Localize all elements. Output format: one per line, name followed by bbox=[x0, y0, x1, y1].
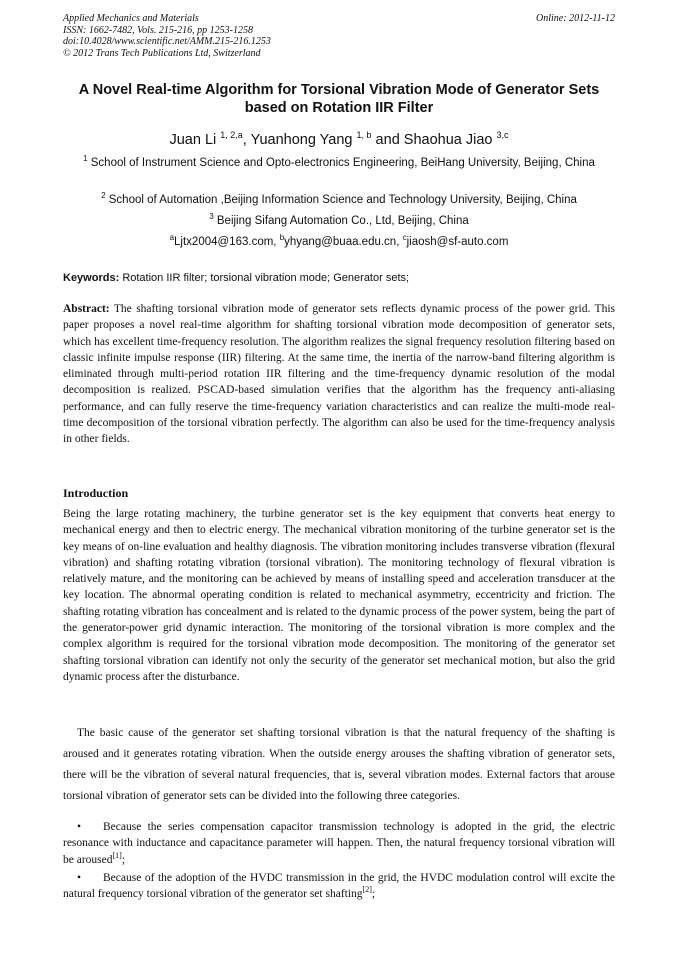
introduction-paragraph-2: The basic cause of the generator set shafting torsional vibration is that the natural frequency of the shafting is aroused and it generates rotating vibration. When the outside energy arouses the shafting vibration of generator sets, there will be the vibration of several natural frequencies, that is, several vibration modes. External factors that arouse torsional vibration of generator sets can be divided into the following three categories. bbox=[63, 727, 615, 802]
author-affiliation-mark: 1, 2,a bbox=[220, 130, 243, 140]
affiliation-1 bbox=[63, 155, 615, 171]
abstract-text: The shafting torsional vibration mode of generator sets reflects dynamic process of the power grid. This paper proposes a novel real-time algorithm for shafting torsional vibration mode decomposition of generator sets, which has excellent time-frequency resolution. The algorithm realizes the signal frequency resolution filtering based on classic infinite impulse response (IIR) filtering. At the same time, the inertia of the narrow-band filtering algorithm is eliminated through multi-period rotation IIR filtering and the time-frequency dynamic resolution of the modal decomposition is realized. PSCAD-based simulation verifies that the algorithm has the frequency anti-aliasing performance, and can fully reserve the time-frequency variation characteristics and can realize the multi-mode real-time decomposition of the torsional vibration perfectly. The algorithm can also be used for the time-frequency analysis in other fields. bbox=[63, 303, 616, 446]
affiliation-mark: 1 bbox=[83, 154, 88, 163]
bullet-marker: • bbox=[77, 871, 82, 884]
doi-line: doi:10.4028/www.scientific.net/AMM.215-216.1253 bbox=[63, 36, 271, 47]
author-name: Yuanhong Yang bbox=[250, 132, 353, 148]
abstract bbox=[63, 301, 615, 448]
list-item bbox=[63, 870, 615, 903]
author-separator: , bbox=[242, 132, 251, 148]
issn-line: ISSN: 1662-7482, Vols. 215-216, pp 1253-1258 bbox=[63, 24, 253, 36]
email-link[interactable]: yhyang@buaa.edu.cn bbox=[284, 236, 397, 248]
author-affiliation-mark: 1, b bbox=[356, 130, 372, 140]
cause-list bbox=[63, 819, 615, 902]
email-mark: c bbox=[402, 233, 407, 242]
email-mark: b bbox=[279, 233, 285, 242]
author-separator: and bbox=[371, 132, 404, 148]
online-date: Online: 2012-11-12 bbox=[536, 13, 615, 24]
email-link[interactable]: Ljtx2004@163.com bbox=[174, 236, 274, 248]
copyright-line: © 2012 Trans Tech Publications Ltd, Switzerland bbox=[63, 47, 261, 59]
citation-link[interactable]: [1] bbox=[112, 850, 122, 860]
keywords-text: Rotation IIR filter; torsional vibration mode; Generator sets; bbox=[122, 272, 410, 284]
author-name: Juan Li bbox=[169, 132, 217, 148]
bullet-marker: • bbox=[77, 821, 82, 833]
keywords-label: Keywords: bbox=[63, 272, 120, 284]
abstract-label: Abstract: bbox=[63, 303, 110, 315]
section-heading-introduction: Introduction bbox=[63, 486, 129, 500]
journal-header bbox=[63, 13, 615, 59]
paper-title: A Novel Real-time Algorithm for Torsional Vibration Mode of Generator Sets based on Rotation IIR Filter bbox=[78, 82, 600, 116]
affiliation-mark: 2 bbox=[101, 191, 106, 200]
introduction-paragraph-1: Being the large rotating machinery, the turbine generator set is the key equipment that converts heat energy to mechanical energy and then to electric energy. The mechanical vibration monitoring of the turbine generator set is the key means of on-line evaluation and healthy diagnosis. The vibration monitoring includes transverse vibration (flexural vibration) and shafting rotating vibration (torsional vibration). The monitoring technology of flexural vibration is relatively mature, and the monitoring can be achieved by means of installing speed and acceleration transducer at the key location. The abnormal operating condition is related to mechanical asymmetry, eccentricity and friction. The shafting rotating vibration has concealment and is related to the dynamic process of the power system, being the part of the generator-power grid dynamic interaction. The monitoring of the torsional vibration is more complex and the complex algorithm is required for the torsional vibration mode decomposition. The monitoring of the generator set shafting torsional vibration can identify not only the security of the generator set mechanical motion, but also the grid dynamic process after the disturbance. bbox=[63, 508, 615, 683]
affiliation-text: School of Instrument Science and Opto-electronics Engineering, BeiHang University, Beijing, China bbox=[90, 157, 595, 169]
affiliation-text: Beijing Sifang Automation Co., Ltd, Beijing, China bbox=[216, 215, 469, 227]
keywords bbox=[63, 270, 615, 286]
list-item-text: Because of the adoption of the HVDC transmission in the grid, the HVDC modulation control will excite the natural frequency torsional vibration of the generator set shafting bbox=[63, 871, 615, 901]
affiliation-mark: 3 bbox=[209, 212, 214, 221]
citation-link[interactable]: [2] bbox=[362, 885, 372, 895]
list-item-end: ; bbox=[371, 888, 376, 901]
author-list bbox=[63, 131, 615, 149]
affiliation-2 bbox=[63, 192, 615, 208]
author-name: Shaohua Jiao bbox=[403, 132, 493, 148]
email-list: $^a$Ljtx2004@163.com, $^b$yhyang@buaa.edu.cn, $^c$jiaosh@sf-auto.com bbox=[169, 233, 509, 248]
affiliation-text: School of Automation ,Beijing Information Science and Technology University, Beijing, China bbox=[108, 194, 577, 206]
journal-name: Applied Mechanics and Materials bbox=[63, 13, 199, 24]
list-item-text: Because the series compensation capacitor transmission technology is adopted in the grid, the electric resonance with inductance and capacitance parameter will happen. Then, the natural frequency torsional vibration will be aroused bbox=[63, 821, 615, 866]
email-mark: a bbox=[169, 233, 175, 242]
list-item-end: ; bbox=[121, 853, 126, 866]
email-link[interactable]: jiaosh@sf-auto.com bbox=[406, 236, 509, 248]
affiliation-3 bbox=[63, 213, 615, 229]
author-affiliation-mark: 3,c bbox=[496, 130, 509, 140]
list-item bbox=[63, 819, 615, 868]
